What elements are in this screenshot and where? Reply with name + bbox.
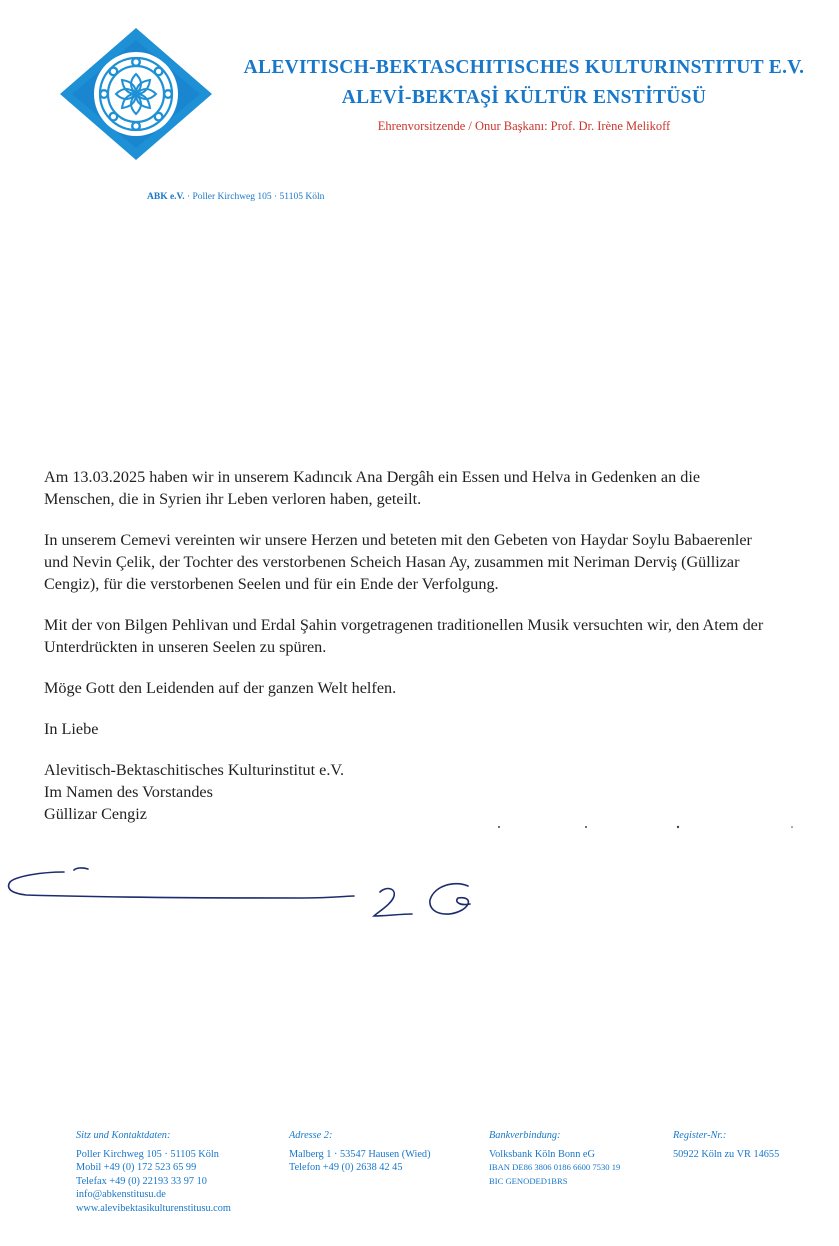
footer-address2-phone: Telefon +49 (0) 2638 42 45 <box>289 1162 403 1173</box>
rosette-diamond-logo <box>56 26 216 162</box>
footer-website: www.alevibektasikulturenstitusu.com <box>76 1202 231 1214</box>
footer-address: Poller Kirchweg 105 · 51105 Köln <box>76 1148 219 1160</box>
decorative-dots <box>496 823 796 831</box>
honorary-chair: Ehrenvorsitzende / Onur Başkanı: Prof. Dr. Irène Melikoff <box>377 119 671 133</box>
footer-bank <box>489 1129 620 1188</box>
footer-email: info@abkenstitusu.de <box>76 1189 166 1200</box>
footer-bic: BIC GENODED1BRS <box>489 1175 568 1186</box>
sender-address-line <box>147 192 324 202</box>
footer <box>0 1129 839 1229</box>
signature-block <box>44 759 764 825</box>
footer-bank-heading: Bankverbindung: <box>489 1130 561 1141</box>
handwritten-signature <box>2 862 502 932</box>
title-line-german: ALEVITISCH-BEKTASCHITISCHES KULTURINSTITUT E.V. <box>243 57 805 78</box>
paragraph-1: Am 13.03.2025 haben wir in unserem Kadıncık Ana Dergâh ein Essen und Helva in Gedenken an die Menschen, die in Syrien ihr Leben verloren haben, geteilt. <box>44 468 701 508</box>
organization-title <box>224 56 824 111</box>
footer-contact-heading: Sitz und Kontaktdaten: <box>76 1130 171 1141</box>
footer-register <box>673 1129 779 1161</box>
signature-org: Alevitisch-Bektaschitisches Kulturinstitut e.V. <box>44 761 345 779</box>
signature-name: Güllizar Cengiz <box>44 805 147 823</box>
signature-role: Im Namen des Vorstandes <box>44 783 213 801</box>
paragraph-2: In unserem Cemevi vereinten wir unsere Herzen und beteten mit den Gebeten von Haydar Soylu Babaerenler und Nevin Çelik, der Tochter des verstorbenen Scheich Hasan Ay, zusammen mit Neriman Derviş (Güllizar Cengiz), für die verstorbenen Seelen und für ein Ende der Verfolgung. <box>44 531 752 593</box>
footer-register-number: 50922 Köln zu VR 14655 <box>673 1148 780 1160</box>
sender-abbr: ABK e.V. <box>147 192 185 202</box>
paragraph-4: Möge Gott den Leidenden auf der ganzen Welt helfen. <box>44 679 397 697</box>
footer-fax: Telefax +49 (0) 22193 33 97 10 <box>76 1175 207 1187</box>
footer-address2-heading: Adresse 2: <box>289 1130 333 1141</box>
closing-greeting: In Liebe <box>44 720 99 738</box>
title-line-turkish: ALEVİ-BEKTAŞİ KÜLTÜR ENSTİTÜSÜ <box>341 87 707 109</box>
footer-contact <box>76 1129 231 1215</box>
footer-iban: IBAN DE86 3806 0186 6600 7530 19 <box>489 1162 621 1172</box>
footer-address2 <box>289 1129 431 1175</box>
footer-address2-street: Malberg 1 · 53547 Hausen (Wied) <box>289 1148 431 1160</box>
footer-bank-name: Volksbank Köln Bonn eG <box>489 1148 595 1160</box>
paragraph-3: Mit der von Bilgen Pehlivan und Erdal Şahin vorgetragenen traditionellen Musik versuchten wir, den Atem der Unterdrückten in unseren Seelen zu spüren. <box>44 616 764 656</box>
footer-mobile: Mobil +49 (0) 172 523 65 99 <box>76 1162 197 1173</box>
letter-body <box>44 466 764 825</box>
sender-address: · Poller Kirchweg 105 · 51105 Köln <box>184 192 325 202</box>
footer-register-heading: Register-Nr.: <box>673 1130 727 1141</box>
